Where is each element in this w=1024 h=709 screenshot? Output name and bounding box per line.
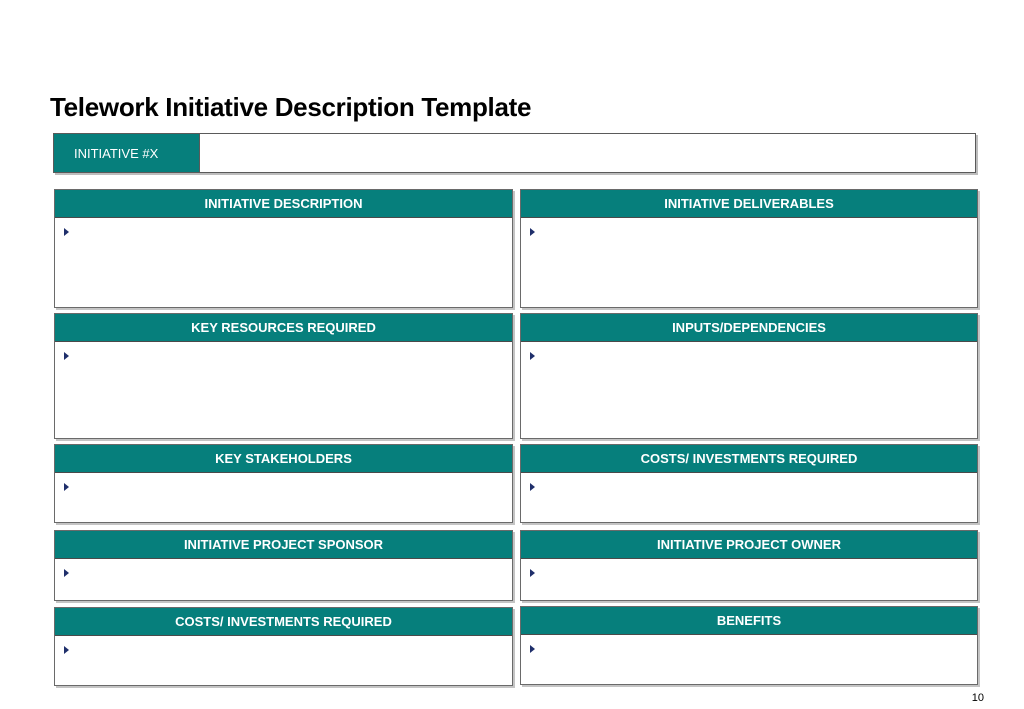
bullet-arrow-icon: [64, 228, 69, 236]
panel-body[interactable]: [55, 342, 512, 438]
panel-initiative-deliverables: [520, 189, 978, 308]
bullet-arrow-icon: [64, 352, 69, 360]
bullet-arrow-icon: [530, 569, 535, 577]
panel-body[interactable]: [521, 473, 977, 522]
bullet-arrow-icon: [64, 569, 69, 577]
panel-body[interactable]: [521, 559, 977, 600]
panel-body[interactable]: [521, 218, 977, 307]
panel-key-stakeholders: [54, 444, 513, 523]
panel-header: INITIATIVE PROJECT OWNER: [521, 531, 977, 559]
panel-inputs-dependencies: [520, 313, 978, 439]
initiative-bar: [53, 133, 976, 173]
page-number: 10: [971, 692, 984, 704]
panel-header: INPUTS/DEPENDENCIES: [521, 314, 977, 342]
panel-initiative-project-owner: [520, 530, 978, 601]
bullet-arrow-icon: [530, 645, 535, 653]
panel-header: BENEFITS: [521, 607, 977, 635]
panel-header: COSTS/ INVESTMENTS REQUIRED: [55, 608, 512, 636]
panel-benefits: [520, 606, 978, 685]
panel-body[interactable]: [55, 218, 512, 307]
panel-header: INITIATIVE PROJECT SPONSOR: [55, 531, 512, 559]
panel-body[interactable]: [55, 636, 512, 685]
panel-costs-investments-required-2: [54, 607, 513, 686]
bullet-arrow-icon: [530, 352, 535, 360]
panel-header: KEY RESOURCES REQUIRED: [55, 314, 512, 342]
bullet-arrow-icon: [530, 228, 535, 236]
panel-initiative-project-sponsor: [54, 530, 513, 601]
panel-body[interactable]: [521, 342, 977, 438]
panel-key-resources-required: [54, 313, 513, 439]
initiative-value-field[interactable]: [200, 134, 975, 172]
bullet-arrow-icon: [64, 483, 69, 491]
bullet-arrow-icon: [64, 646, 69, 654]
panel-body[interactable]: [55, 559, 512, 600]
panel-body[interactable]: [521, 635, 977, 684]
panel-costs-investments-required: [520, 444, 978, 523]
page-title: Telework Initiative Description Template: [50, 92, 532, 122]
panel-initiative-description: [54, 189, 513, 308]
initiative-label: INITIATIVE #X: [54, 134, 200, 172]
panel-header: KEY STAKEHOLDERS: [55, 445, 512, 473]
panel-header: COSTS/ INVESTMENTS REQUIRED: [521, 445, 977, 473]
panel-header: INITIATIVE DESCRIPTION: [55, 190, 512, 218]
bullet-arrow-icon: [530, 483, 535, 491]
panel-body[interactable]: [55, 473, 512, 522]
panel-header: INITIATIVE DELIVERABLES: [521, 190, 977, 218]
